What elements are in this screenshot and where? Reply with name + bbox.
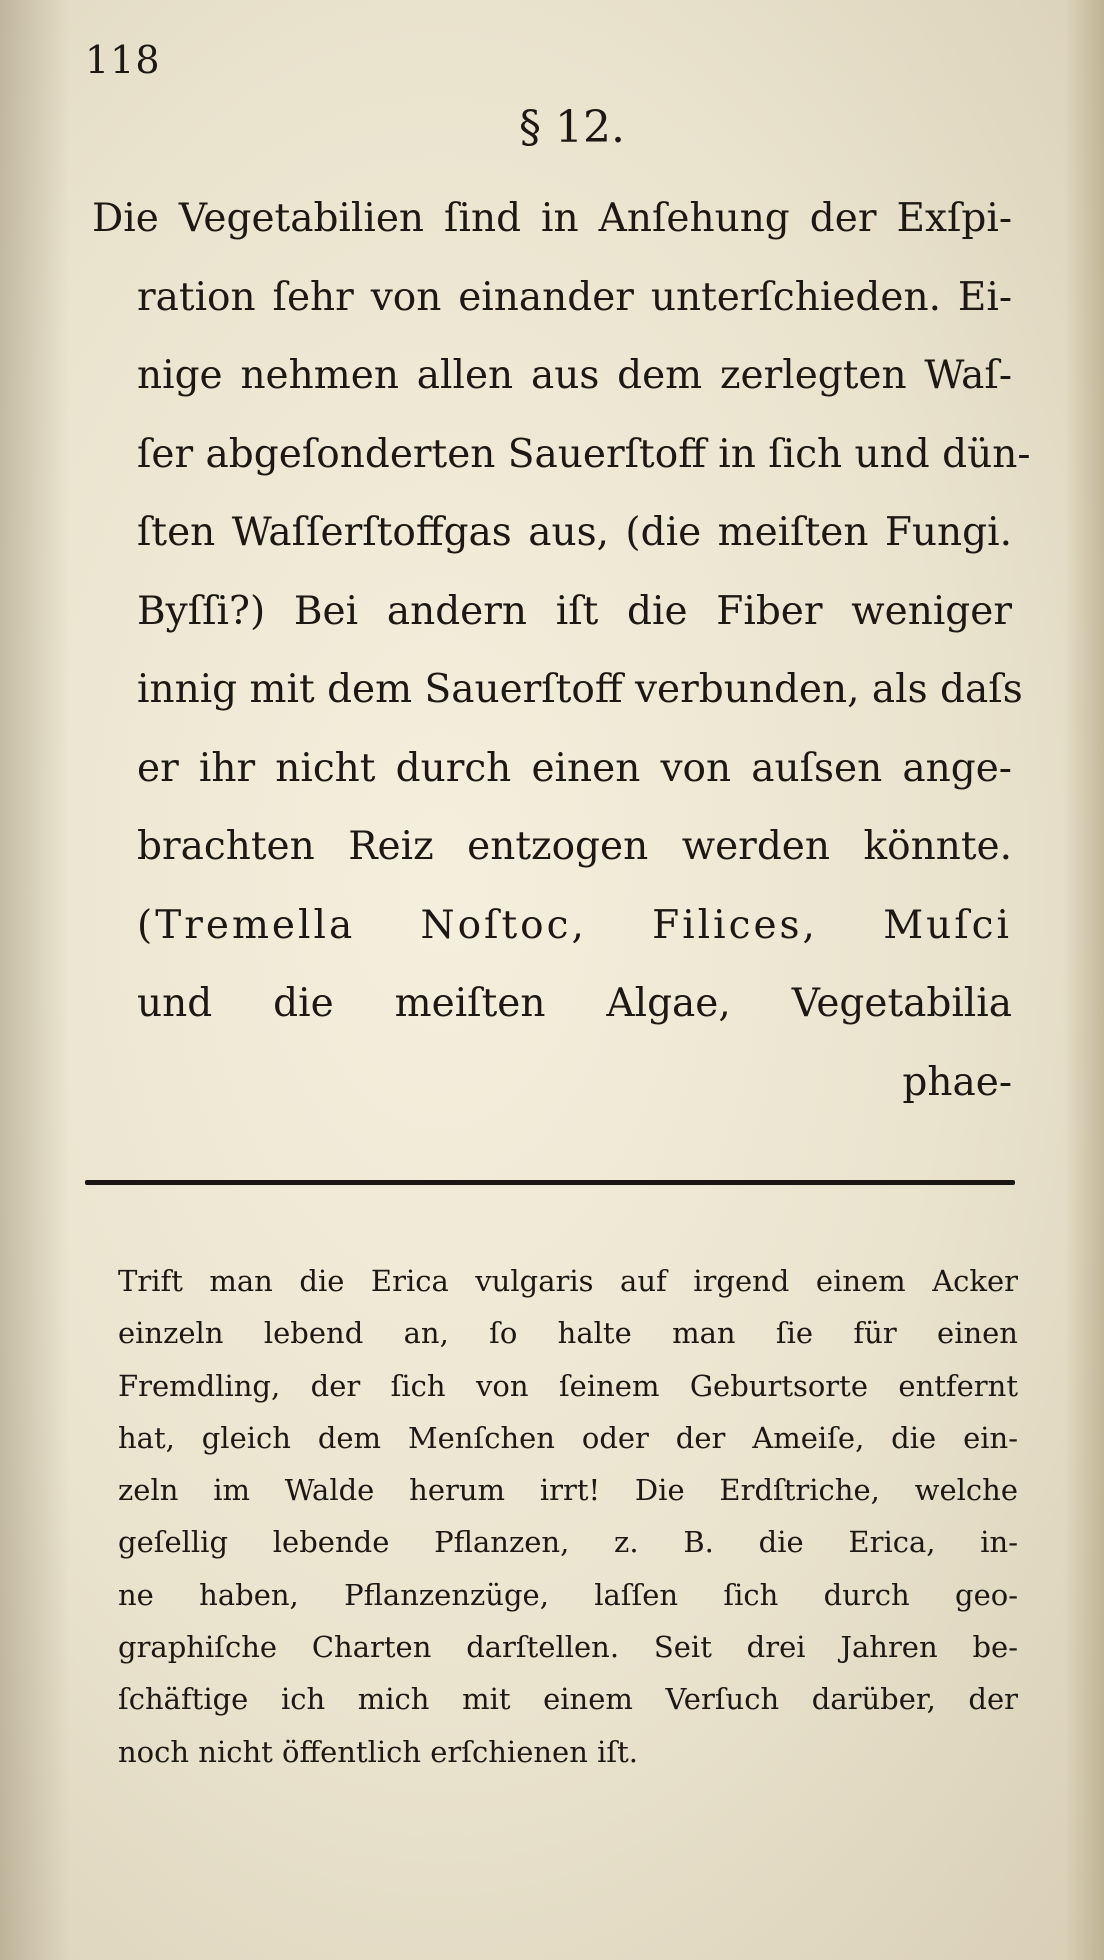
footnote-line: Fremdling, der ſich von ſeinem Geburtsorte entfernt bbox=[118, 1368, 1018, 1403]
section-heading bbox=[0, 102, 1104, 153]
footnote-line: zeln im Walde herum irrt! Die Erdſtriche, welche bbox=[118, 1473, 1018, 1508]
body-line: er ihr nicht durch einen von auſsen ange- bbox=[137, 745, 1012, 791]
body-text bbox=[92, 180, 1031, 1122]
body-line: brachten Reiz entzogen werden könnte. bbox=[137, 824, 1012, 869]
footnote-line: graphiſche Charten darſtellen. Seit drei Jahren be- bbox=[118, 1630, 1018, 1665]
binding-shadow bbox=[0, 0, 70, 1960]
body-line: ſten Waſſerſtoffgas aus, (die meiſten Fungi. bbox=[137, 510, 1012, 555]
footnote-line: hat, gleich dem Menſchen oder der Ameiſe, die ein- bbox=[118, 1420, 1018, 1455]
footnote-line: ſchäftige ich mich mit einem Verſuch darüber, der bbox=[118, 1682, 1018, 1717]
footnote-line: ne haben, Pflanzenzüge, laſſen ſich durch geo- bbox=[118, 1577, 1018, 1612]
footnote bbox=[118, 1255, 1018, 1778]
body-line: und die meiſten Algae, Vegetabilia bbox=[137, 981, 1012, 1026]
footnote-line: noch nicht öffentlich erſchienen iſt. bbox=[118, 1734, 638, 1769]
catchword: phae- bbox=[902, 1059, 1012, 1105]
footnote-line: einzeln lebend an, ſo halte man ſie für einen bbox=[118, 1316, 1018, 1351]
body-line: ration ſehr von einander unterſchieden. Ei- bbox=[137, 274, 1012, 320]
footnote-line: Trift man die Erica vulgaris auf irgend einem Acker bbox=[118, 1264, 1018, 1298]
section-heading-text: § 12. bbox=[519, 102, 625, 153]
page-edge-shadow bbox=[1064, 0, 1104, 1960]
body-line: Byſſi?) Bei andern iſt die Fiber weniger bbox=[137, 588, 1012, 634]
body-line: nige nehmen allen aus dem zerlegten Waſ- bbox=[137, 353, 1012, 398]
body-line: (Tremella Noſtoc, Filices, Muſci bbox=[137, 902, 1012, 948]
page-number: 118 bbox=[85, 38, 161, 82]
body-line: innig mit dem Sauerſtoff verbunden, als daſs bbox=[137, 667, 1023, 712]
body-line: Die Vegetabilien ſind in Anſehung der Exſpi- bbox=[92, 196, 1012, 241]
footnote-line: geſellig lebende Pflanzen, z. B. die Erica, in- bbox=[118, 1525, 1018, 1560]
footnote-separator-rule bbox=[85, 1180, 1015, 1185]
body-line: ſer abgeſonderten Sauerſtoff in ſich und dün- bbox=[137, 431, 1031, 477]
